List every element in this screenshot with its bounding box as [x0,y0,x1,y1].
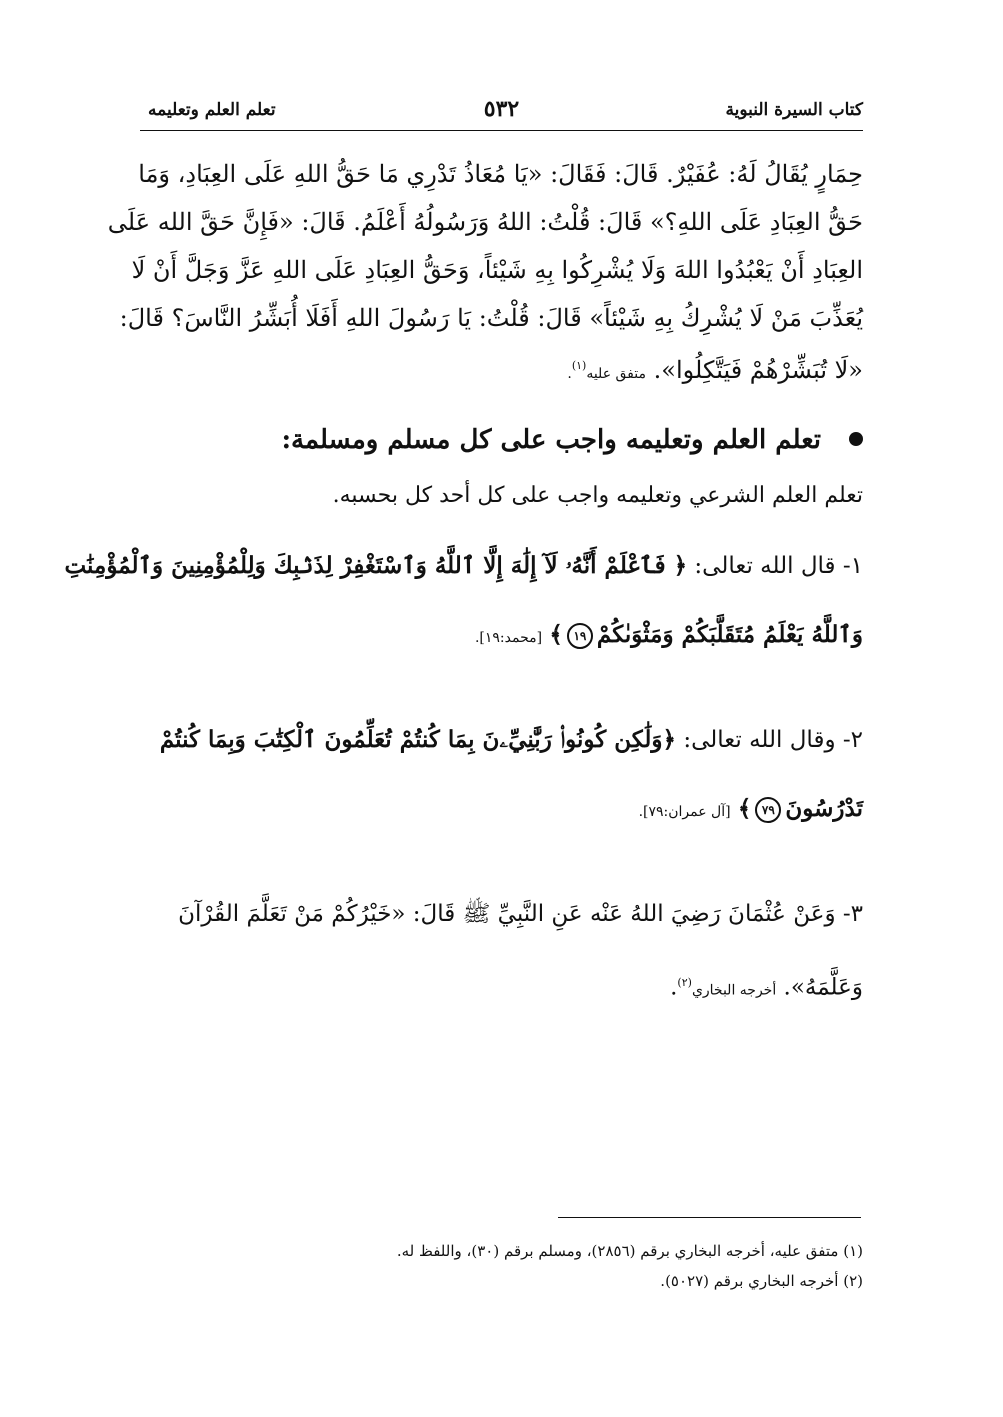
hadith-line-2: حَقُّ العِبَادِ عَلَى اللهِ؟» قَالَ: قُلْتُ: اللهُ وَرَسُولُهُ أَعْلَمُ. قَالَ: «فَإِنَّ حَقَّ الله عَلَى [107,208,863,236]
item-1-reference: [محمد:١٩]. [474,630,543,646]
footnote-1: (١) متفق عليه، أخرجه البخاري برقم (٢٨٥٦)، ومسلم برقم (٣٠)، واللفظ له. [396,1242,863,1260]
section-title: تعلم العلم وتعليمه واجب على كل مسلم ومسلمة: [281,425,821,455]
item-3-line-2: وَعَلَّمَهُ». [783,974,863,1001]
item-2-reference: [آل عمران:٧٩]. [638,804,731,820]
ayah-number-marker: ٧٩ [755,797,781,823]
bullet-icon [849,432,863,446]
page-number: ٥٣٢ [483,96,520,122]
list-item: ٣- وَعَنْ عُثْمَانَ رَضِيَ اللهُ عَنْه عَنِ النَّبِيِّ ﷺ قَالَ: «خَيْرُكُمْ مَنْ تَعَلَّمَ القُرْآنَ وَعَلَّمَهُ». أخرجه البخاري$^{(٢)}$. [140,891,863,1014]
section-heading [140,412,863,468]
item-2-quran-line-1: ﴿وَلَٰكِن كُونُوا۟ رَبَّٰنِيِّۦنَ بِمَا كُنتُمْ تُعَلِّمُونَ ٱلْكِتَٰبَ وَبِمَا كُنتُمْ [159,726,677,753]
item-2-prefix: ٢- وقال الله تعالى: [676,727,863,753]
page-body [64,150,863,1037]
item-3-source: أخرجه البخاري [691,982,777,999]
footnote-ref-2[interactable]: (٢) [677,976,692,989]
item-1-quran-line-2: وَٱللَّهُ يَعْلَمُ مُتَقَلَّبَكُمْ وَمَثْوَىٰكُمْ [596,621,863,648]
item-1-quran-line-1: ﴿ فَٱعْلَمْ أَنَّهُۥ لَآ إِلَٰهَ إِلَّا ٱللَّهُ وَٱسْتَغْفِرْ لِذَنۢبِكَ وَلِلْمُؤْمِنِينَ وَٱلْمُؤْمِنَٰتِ [64,552,688,579]
list-item: ٢- وقال الله تعالى: ﴿وَلَٰكِن كُونُوا۟ رَبَّٰنِيِّۦنَ بِمَا كُنتُمْ تُعَلِّمُونَ ٱلْكِتَٰبَ وَبِمَا كُنتُمْ تَدْرُسُونَ٧٩﴾ [آل عمران:٧٩]. [159,726,863,822]
hadith-source: متفق عليه [586,366,646,382]
hadith-line-4: يُعَذِّبَ مَنْ لَا يُشْرِكُ بِهِ شَيْئاً» قَالَ: قُلْتُ: يَا رَسُولَ اللهِ أَفَلَا أُبَشِّرُ النَّاسَ؟ قَالَ: [119,304,863,332]
hadith-line-3: العِبَادِ أَنْ يَعْبُدُوا اللهَ وَلَا يُشْرِكُوا بِهِ شَيْئاً، وَحَقُّ العِبَادِ عَلَى اللهِ عَزَّ وَجَلَّ أَنْ لَا [131,256,863,284]
item-3-line-1: ٣- وَعَنْ عُثْمَانَ رَضِيَ اللهُ عَنْه عَنِ النَّبِيِّ ﷺ قَالَ: «خَيْرُكُمْ مَنْ تَعَلَّمَ القُرْآنَ [178,901,863,927]
section-intro: تعلم العلم الشرعي وتعليمه واجب على كل أحد كل بحسبه. [332,483,863,508]
item-2-quran-line-2: تَدْرُسُونَ [785,795,863,822]
footnotes [140,1236,863,1296]
hadith-line-1: حِمَارٍ يُقَالُ لَهُ: عُفَيْرٌ. قَالَ: فَقَالَ: «يَا مُعَاذُ تَدْرِي مَا حَقُّ اللهِ عَلَى العِبَادِ، وَمَا [138,160,863,188]
footnote-divider [558,1217,861,1218]
hadith-last-line: «لَا تُبَشِّرْهُمْ فَيَتَّكِلُوا». [653,356,863,384]
header-divider [140,130,863,131]
item-1-prefix: ١- قال الله تعالى: [687,553,863,579]
hadith-line-5: «لَا تُبَشِّرْهُمْ فَيَتَّكِلُوا». متفق عليه$^{(١)}$. [567,356,863,384]
list-item: ١- قال الله تعالى: ﴿ فَٱعْلَمْ أَنَّهُۥ لَآ إِلَٰهَ إِلَّا ٱللَّهُ وَٱسْتَغْفِرْ لِذَنۢبِكَ وَلِلْمُؤْمِنِينَ وَٱلْمُؤْمِنَٰتِ وَٱللَّهُ يَعْلَمُ مُتَقَلَّبَكُمْ وَمَثْوَىٰكُمْ١٩﴾ [محمد:١٩]. [64,552,863,648]
page-header [140,96,863,126]
footnote-ref-1[interactable]: (١) [571,359,587,372]
footnote-2: (٢) أخرجه البخاري برقم (٥٠٢٧). [660,1272,863,1290]
chapter-title: تعلم العلم وتعليمه [148,100,276,120]
book-title: كتاب السيرة النبوية [725,100,863,120]
ayah-number-marker: ١٩ [567,623,593,649]
